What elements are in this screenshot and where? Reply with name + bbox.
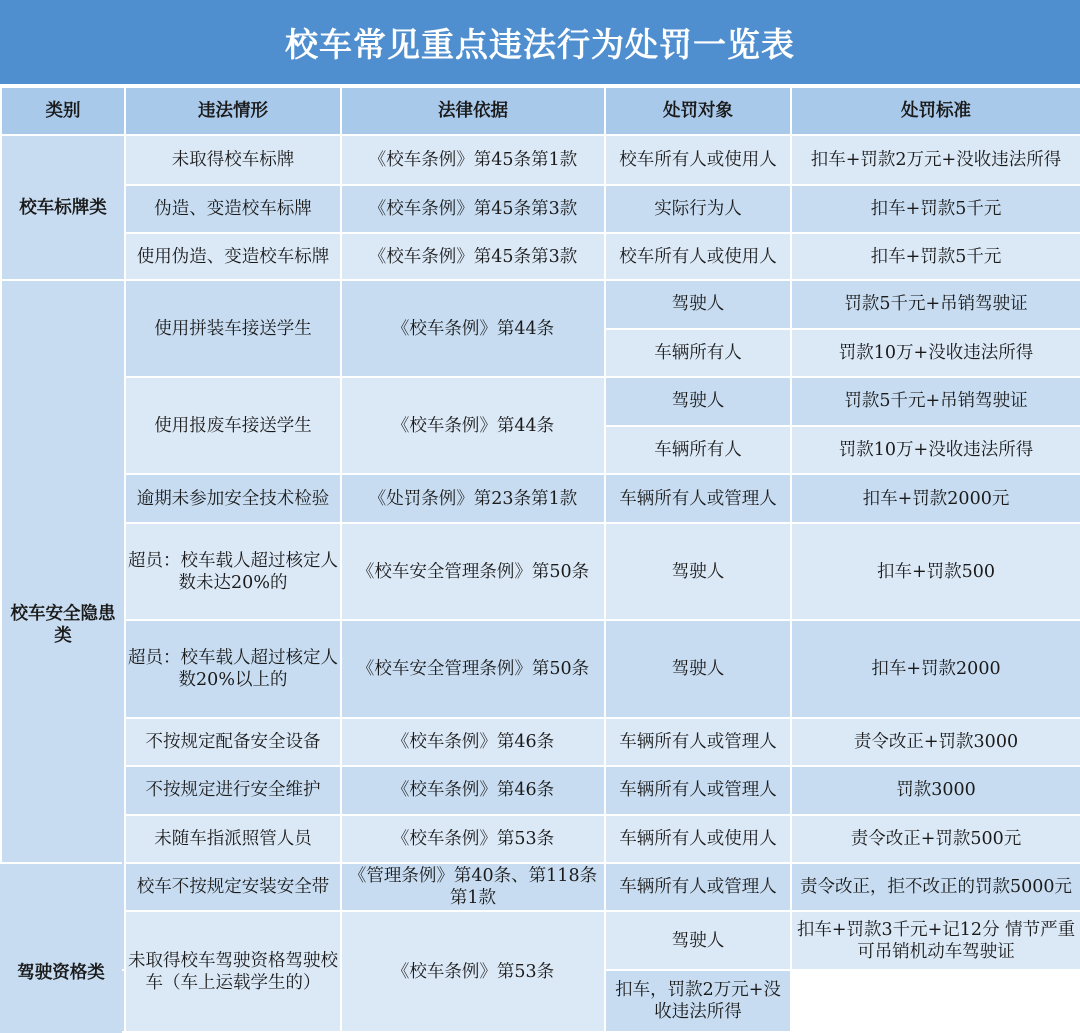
table-row	[1, 185, 1080, 233]
target-cell: 校车所有人或使用人	[605, 233, 791, 280]
basis-cell: 《校车条例》第45条第3款	[341, 233, 605, 280]
category-qualification: 驾驶资格类	[0, 910, 122, 1033]
standard-cell: 扣车+罚款2000	[791, 620, 1080, 718]
basis-cell: 《管理条例》第40条、第118条第1款	[341, 863, 605, 911]
situation-cell: 使用拼装车接送学生	[125, 280, 341, 377]
target-cell: 车辆所有人或管理人	[605, 718, 791, 766]
target-cell: 车辆所有人或管理人	[605, 474, 791, 522]
basis-cell: 《处罚条例》第23条第1款	[341, 474, 605, 522]
table-row	[1, 863, 1080, 911]
table-row	[1, 523, 1080, 621]
table-row	[1, 377, 1080, 426]
situation-cell: 伪造、变造校车标牌	[125, 185, 341, 233]
target-cell: 驾驶人	[605, 280, 791, 328]
header-situation: 违法情形	[125, 87, 341, 135]
standard-cell: 扣车+罚款2万元+没收违法所得	[791, 135, 1080, 184]
header-category: 类别	[1, 87, 125, 135]
table-header-row	[1, 87, 1080, 135]
basis-cell: 《校车安全管理条例》第50条	[341, 523, 605, 621]
header-basis: 法律依据	[341, 87, 605, 135]
target-cell: 车辆所有人	[605, 426, 791, 474]
table-row	[1, 766, 1080, 814]
standard-cell: 扣车+罚款5千元	[791, 185, 1080, 233]
situation-cell: 使用报废车接送学生	[125, 377, 341, 475]
standard-cell: 扣车+罚款3千元+记12分 情节严重可吊销机动车驾驶证	[791, 911, 1080, 970]
table-row	[1, 474, 1080, 522]
target-cell: 驾驶人	[605, 911, 791, 970]
table-row	[1, 911, 1080, 970]
target-cell: 车辆所有人或管理人	[605, 766, 791, 814]
category-sign: 校车标牌类	[1, 135, 125, 280]
situation-cell: 不按规定进行安全维护	[125, 766, 341, 814]
header-target: 处罚对象	[605, 87, 791, 135]
standard-cell: 罚款10万+没收违法所得	[791, 329, 1080, 377]
standard-cell: 扣车+罚款500	[791, 523, 1080, 621]
basis-cell: 《校车条例》第44条	[341, 280, 605, 377]
situation-cell: 超员：校车载人超过核定人数20%以上的	[125, 620, 341, 718]
standard-cell: 责令改正+罚款500元	[791, 815, 1080, 863]
target-cell: 驾驶人	[605, 377, 791, 426]
standard-cell: 扣车，罚款2万元+没收违法所得	[605, 970, 791, 1032]
basis-cell: 《校车条例》第44条	[341, 377, 605, 475]
table-row	[1, 620, 1080, 718]
basis-cell: 《校车条例》第45条第3款	[341, 185, 605, 233]
target-cell: 车辆所有人或管理人	[605, 863, 791, 911]
target-cell: 驾驶人	[605, 523, 791, 621]
situation-cell: 使用伪造、变造校车标牌	[125, 233, 341, 280]
target-cell: 实际行为人	[605, 185, 791, 233]
standard-cell: 扣车+罚款5千元	[791, 233, 1080, 280]
basis-cell: 《校车条例》第53条	[341, 911, 605, 1032]
target-cell: 车辆所有人或使用人	[605, 815, 791, 863]
situation-cell: 超员：校车载人超过核定人数未达20%的	[125, 523, 341, 621]
standard-cell: 责令改正，拒不改正的罚款5000元	[791, 863, 1080, 911]
target-cell: 校车所有人或使用人	[605, 135, 791, 184]
target-cell: 驾驶人	[605, 620, 791, 718]
basis-cell: 《校车条例》第46条	[341, 718, 605, 766]
standard-cell: 扣车+罚款2000元	[791, 474, 1080, 522]
table-row	[1, 135, 1080, 184]
standard-cell: 罚款5千元+吊销驾驶证	[791, 377, 1080, 426]
header-standard: 处罚标准	[791, 87, 1080, 135]
penalty-table	[0, 86, 1080, 1033]
page-title: 校车常见重点违法行为处罚一览表	[0, 0, 1080, 84]
standard-cell: 罚款3000	[791, 766, 1080, 814]
category-belt-cell	[0, 862, 122, 912]
standard-cell: 罚款5千元+吊销驾驶证	[791, 280, 1080, 328]
category-safety: 校车安全隐患类	[1, 280, 125, 970]
table-row	[1, 815, 1080, 863]
situation-cell: 校车不按规定安装安全带	[125, 863, 341, 911]
basis-cell: 《校车条例》第45条第1款	[341, 135, 605, 184]
situation-cell: 未取得校车标牌	[125, 135, 341, 184]
situation-cell: 未随车指派照管人员	[125, 815, 341, 863]
basis-cell: 《校车安全管理条例》第50条	[341, 620, 605, 718]
table-row	[1, 233, 1080, 280]
standard-cell: 责令改正+罚款3000	[791, 718, 1080, 766]
table-row	[1, 280, 1080, 328]
situation-cell: 未取得校车驾驶资格驾驶校车（车上运载学生的）	[125, 911, 341, 1032]
situation-cell: 不按规定配备安全设备	[125, 718, 341, 766]
target-cell: 车辆所有人	[605, 329, 791, 377]
standard-cell: 罚款10万+没收违法所得	[791, 426, 1080, 474]
table-row	[1, 718, 1080, 766]
basis-cell: 《校车条例》第46条	[341, 766, 605, 814]
basis-cell: 《校车条例》第53条	[341, 815, 605, 863]
situation-cell: 逾期未参加安全技术检验	[125, 474, 341, 522]
